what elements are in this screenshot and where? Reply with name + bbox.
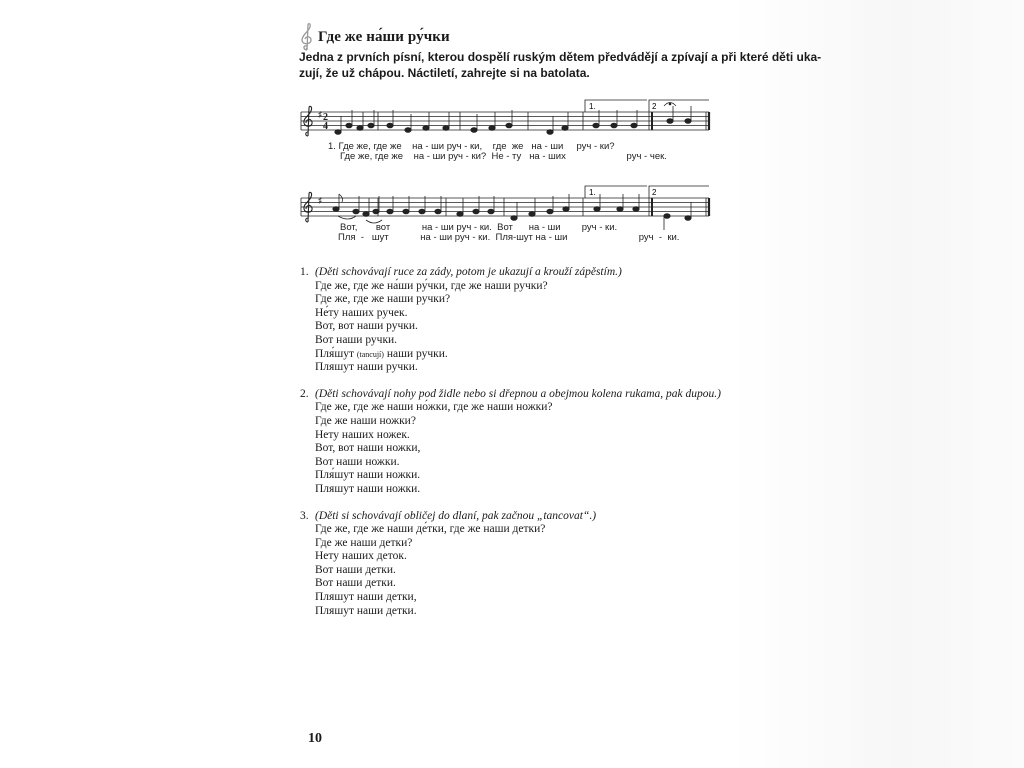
verse-line: Не́ту наших ручек. (315, 306, 408, 319)
verse-line: Нету наших ножек. (315, 428, 410, 441)
verse-line: Где же, где же наши ручки? (315, 293, 451, 306)
verse-2 (300, 388, 750, 497)
page-number: 10 (308, 731, 322, 746)
volta-2-label: 2 (652, 102, 657, 111)
verse-line: Где же наши ножки? (315, 414, 416, 427)
song-title: Где же на́ши ру́чки (318, 28, 450, 45)
volta-2-label: 2 (652, 188, 657, 197)
verse-number: 3. (300, 509, 309, 522)
verse-1 (300, 266, 750, 375)
verse-number: 1. (300, 266, 309, 278)
verse-line: Пляшут наши детки, (315, 591, 417, 604)
dance-rest: наши ручки. (383, 347, 448, 360)
volta-brackets-1 (585, 100, 709, 112)
volta-brackets-2 (585, 186, 709, 198)
key-signature-sharp: ♯ (318, 196, 322, 205)
lyrics-system-1-line-2: Где же, где же на - ши руч - ки? Не - ту на - ших руч - чек. (340, 151, 667, 162)
verse-instruction: (Děti schovávají nohy pod židle nebo si dřepnou a obejmou kolena rukama, pak dupou.) (315, 387, 721, 400)
volta-1-label: 1. (589, 188, 596, 197)
verses-section (300, 266, 750, 631)
verse-line: Вот наши детки. (315, 563, 396, 576)
verse-line: Вот, вот наши ручки. (315, 320, 418, 333)
verse-line: Где же, где же на́ши ру́чки, где же наши ручки? (315, 279, 548, 292)
verse-line: Где же, где же наши де́тки, где же наши детки? (315, 523, 546, 536)
notes-system-1 (335, 103, 691, 135)
lyrics-system-2-line-2: Пля - шут на - ши руч - ки. Пля-шут на - ши руч - ки. (338, 232, 680, 243)
dance-word: Пля́шут (315, 347, 354, 360)
time-signature-bottom: 4 (323, 121, 328, 132)
verse-line: Пля́шут наши ножки. (315, 469, 421, 482)
song-title-row (298, 22, 450, 52)
verse-line: Пляшут наши ножки. (315, 482, 421, 495)
intro-paragraph (299, 50, 822, 81)
verse-line: Где же наши детки? (315, 536, 413, 549)
verse-3 (300, 510, 750, 619)
verse-line: Вот наши ручки. (315, 333, 398, 346)
verse-line-dance (300, 348, 750, 362)
treble-clef-icon (298, 22, 316, 52)
verse-line: Пляшут наши ручки. (315, 361, 418, 374)
staff-system-2 (301, 198, 709, 216)
key-signature-sharp: ♯ (318, 110, 322, 119)
intro-line: zují, že už chápou. Náctiletí, zahrejte si na batolata. (299, 65, 590, 80)
lyrics-system-1-line-1: 1. Где же, где же на - ши руч - ки, где же на - ши руч - ки? (328, 141, 615, 152)
verse-line: Нету наших деток. (315, 550, 407, 563)
lyrics-system-2-line-1: Вот, вот на - ши руч - ки. Вот на - ши руч - ки. (340, 222, 618, 233)
verse-line: Вот, вот наши ножки, (315, 442, 421, 455)
verse-line: Пляшут наши детки. (315, 604, 417, 617)
verse-line: Где же, где же наши но́жки, где же наши ножки? (315, 401, 553, 414)
dance-gloss: (tancují) (356, 349, 384, 359)
verse-instruction: (Děti schovávají ruce za zády, potom je ukazují a krouží zápěstím.) (315, 266, 622, 278)
verse-line: Вот наши ножки. (315, 455, 400, 468)
volta-1-label: 1. (589, 102, 596, 111)
verse-instruction: (Děti si schovávají obličej do dlaní, pak začnou „tancovat“.) (315, 509, 597, 522)
intro-line: Jedna z prvních písní, kterou dospělí ruským dětem předvádějí a zpívají a při které děti uka- (299, 50, 822, 64)
time-signature-top: 2 (323, 112, 328, 123)
verse-number: 2. (300, 387, 309, 400)
verse-line: Вот наши детки. (315, 577, 396, 590)
music-score (296, 98, 716, 258)
